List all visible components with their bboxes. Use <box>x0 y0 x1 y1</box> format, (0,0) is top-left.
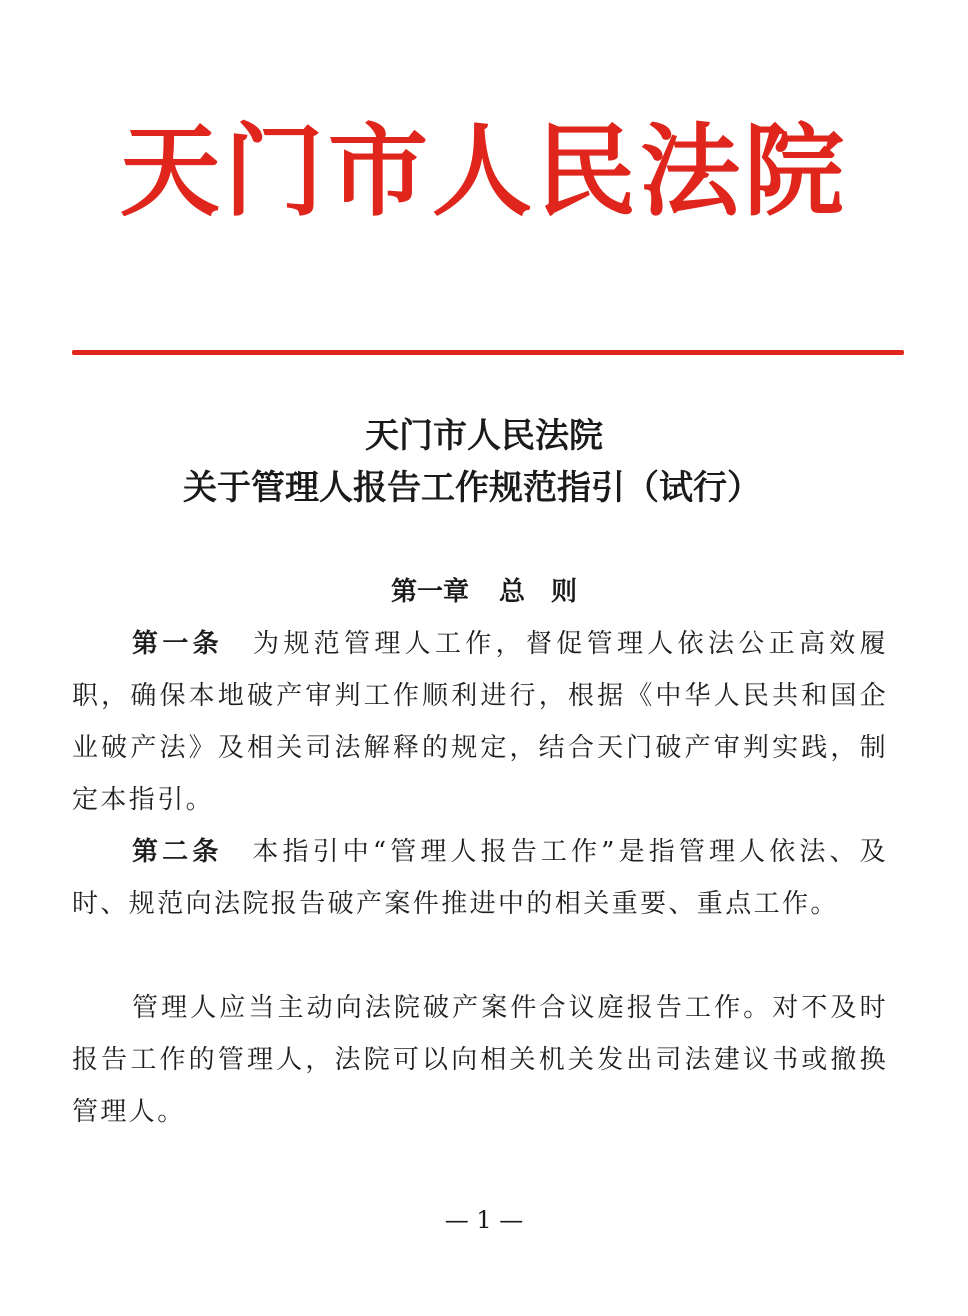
article-1 <box>72 618 888 826</box>
document-title-line-1: 天门市人民法院 <box>365 416 603 456</box>
article-2-text: 本指引中“管理人报告工作”是指管理人依法、及时、规范向法院报告破产案件推进中的相关重要、重点工作。 <box>72 837 889 919</box>
article-2-label: 第二条 <box>132 837 223 867</box>
document-title-line-2: 关于管理人报告工作规范指引（试行） <box>183 468 761 508</box>
article-2 <box>72 826 888 930</box>
paragraph-3: 管理人应当主动向法院破产案件合议庭报告工作。对不及时报告工作的管理人，法院可以向相关机关发出司法建议书或撤换管理人。 <box>72 993 888 1127</box>
chapter-number: 第一章 <box>390 577 469 607</box>
chapter-name: 总 则 <box>499 577 578 607</box>
chapter-heading <box>0 572 968 612</box>
article-1-label: 第一条 <box>132 629 223 659</box>
article-1-text: 为规范管理人工作，督促管理人依法公正高效履职，确保本地破产审判工作顺利进行，根据《中华人民共和国企业破产法》及相关司法解释的规定，结合天门破产审判实践，制定本指引。 <box>72 629 889 815</box>
red-separator-line <box>72 350 904 355</box>
page-number: — 1 — <box>444 1206 524 1234</box>
court-masthead: 天门市人民法院 <box>120 113 848 230</box>
